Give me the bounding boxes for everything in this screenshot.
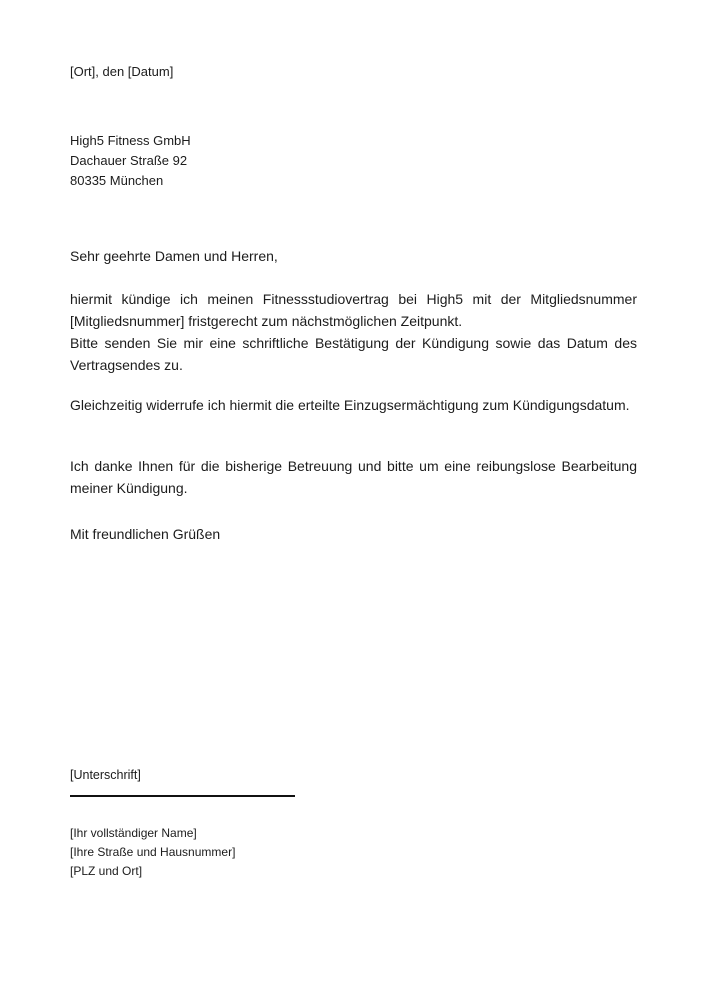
paragraph-cancellation (70, 288, 637, 376)
signature-placeholder: [Unterschrift] (70, 768, 141, 782)
sender-street: [Ihre Straße und Hausnummer] (70, 845, 236, 859)
cancellation-sentence: hiermit kündige ich meinen Fitnessstudiovertrag bei High5 mit der Mitgliedsnummer [Mitgliedsnummer] fristgerecht zum nächstmöglichen Zeitpunkt. (70, 291, 637, 329)
recipient-name: High5 Fitness GmbH (70, 133, 191, 148)
paragraph-thanks: Ich danke Ihnen für die bisherige Betreuung und bitte um eine reibungslose Bearbeitung meiner Kündigung. (70, 458, 637, 496)
recipient-address-block (70, 131, 191, 191)
salutation: Sehr geehrte Damen und Herren, (70, 248, 278, 264)
signature-line (70, 795, 295, 797)
sender-city: [PLZ und Ort] (70, 864, 143, 878)
confirmation-request-sentence: Bitte senden Sie mir eine schriftliche Bestätigung der Kündigung sowie das Datum des Vertragsendes zu. (70, 335, 637, 373)
paragraph-debit-revocation: Gleichzeitig widerrufe ich hiermit die erteilte Einzugsermächtigung zum Kündigungsdatum. (70, 397, 630, 413)
closing-phrase: Mit freundlichen Grüßen (70, 526, 221, 542)
date-line: [Ort], den [Datum] (70, 64, 174, 79)
recipient-street: Dachauer Straße 92 (70, 153, 188, 168)
recipient-city: 80335 München (70, 173, 164, 188)
sender-name: [Ihr vollständiger Name] (70, 826, 197, 840)
sender-address-block (70, 824, 235, 881)
